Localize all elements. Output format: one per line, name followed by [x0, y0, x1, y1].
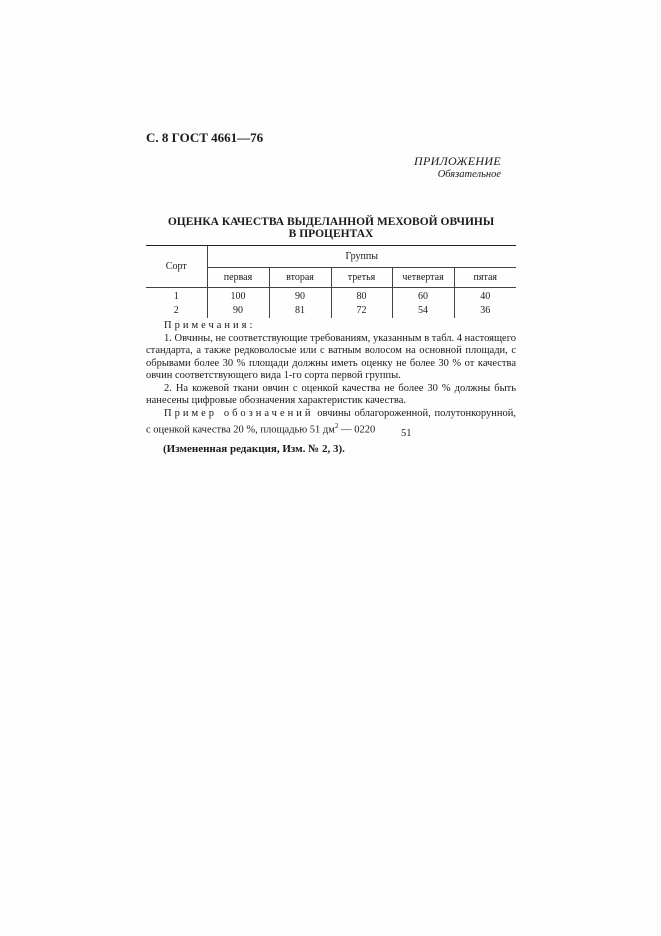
table-cell: 36: [454, 303, 516, 318]
group-header: первая: [207, 268, 269, 288]
table-cell: 54: [392, 303, 454, 318]
table-row: [146, 303, 516, 318]
table-cell: 90: [207, 303, 269, 318]
notes-section: [146, 320, 516, 437]
table-header-sort: Сорт: [146, 246, 207, 288]
note-1: 1. Овчины, не соответствующие требованиям, указанным в табл. 4 настоящего стандарта, а также редковолосые или с ватным волосом на основной площади, с обрывами более 30 % площади должны иметь оценку не более 30 % от качества овчин соответствующего вида 1-го сорта первой группы.: [146, 332, 516, 381]
table-cell: 40: [454, 288, 516, 303]
group-header: пятая: [454, 268, 516, 288]
table-title-line2: В ПРОЦЕНТАХ: [288, 228, 374, 240]
table-cell-sort: 2: [173, 304, 179, 316]
table-cell-sort: 1: [173, 290, 179, 302]
group-header: вторая: [269, 268, 331, 288]
appendix-subtitle: Обязательное: [437, 169, 501, 180]
example-superscript: 2: [334, 422, 339, 430]
table-title-line1: ОЦЕНКА КАЧЕСТВА ВЫДЕЛАННОЙ МЕХОВОЙ ОВЧИНЫ: [167, 216, 495, 228]
quality-table: [146, 245, 516, 318]
example-label: Пример обозначений: [164, 407, 314, 419]
designation-example: [146, 408, 516, 438]
table-title: [146, 216, 516, 240]
appendix-title: ПРИЛОЖЕНИЕ: [414, 154, 501, 168]
table-cell: 90: [269, 288, 331, 303]
notes-heading: Примечания:: [164, 320, 256, 331]
example-code: — 0220: [338, 424, 376, 436]
amendment-note: (Измененная редакция, Изм. № 2, 3).: [163, 443, 345, 455]
table-cell: 81: [269, 303, 331, 318]
table-cell: 80: [331, 288, 392, 303]
group-header: четвертая: [392, 268, 454, 288]
example-denominator: 51: [401, 428, 412, 439]
appendix-label: [414, 155, 501, 181]
group-header: третья: [331, 268, 392, 288]
table-row: [146, 288, 516, 303]
note-2: 2. На кожевой ткани овчин с оценкой качества не более 30 % должны быть нанесены цифровые обозначения характеристик качества.: [146, 382, 516, 406]
table-cell: 100: [207, 288, 269, 303]
example-text: овчины облагороженной, полутонкорунной, с оценкой качества 20 %, площадью 51 дм: [146, 407, 517, 436]
page-header: С. 8 ГОСТ 4661—76: [146, 130, 264, 145]
table-cell: 60: [392, 288, 454, 303]
table-header-groups: Группы: [207, 246, 516, 268]
table-cell: 72: [331, 303, 392, 318]
